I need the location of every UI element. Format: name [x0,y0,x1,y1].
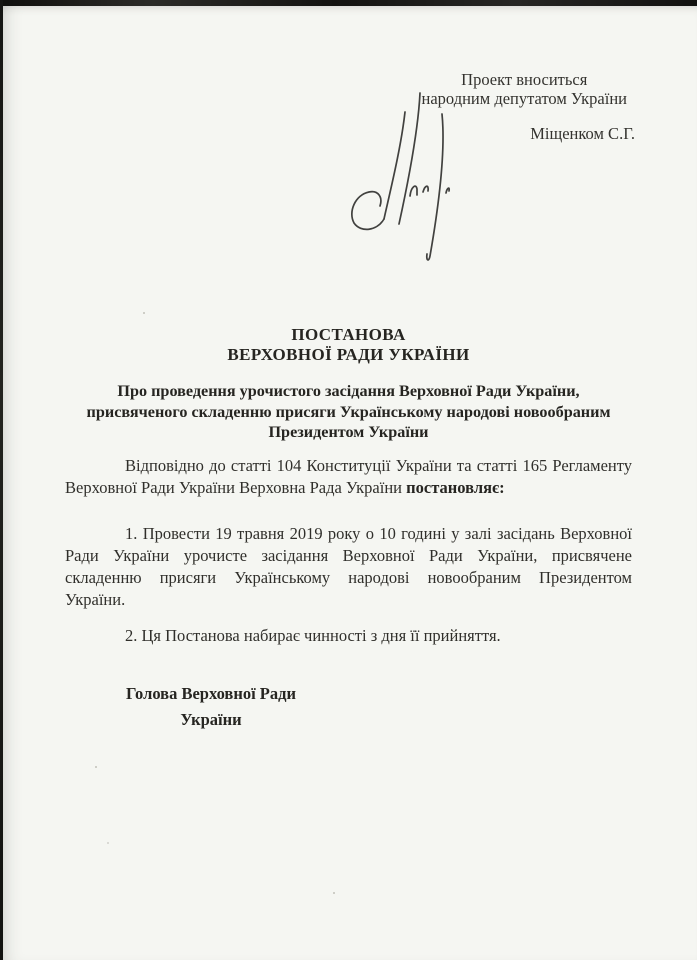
document-subtitle-line-1: Про проведення урочистого засідання Верховної Ради України, [117,382,580,400]
scan-speckle [95,766,97,768]
proposal-note-line-2: народним депутатом України [421,88,627,108]
preamble-line-1: Відповідно до статті 104 Конституції України та статті 165 Регламенту [125,456,632,475]
document-title [65,325,632,365]
document-title-line-2: ВЕРХОВНОЇ РАДИ УКРАЇНИ [227,345,470,364]
signing-block [126,681,296,733]
scan-speckle [143,312,145,314]
deputy-name: Міщенком С.Г. [530,124,635,143]
resolution-item-1-line-1: 1. Провести 19 травня 2019 року о 10 годині у залі засідань Верховної [125,524,632,543]
scan-speckle [107,842,109,844]
resolution-item-2 [65,625,632,647]
proposal-note-line-1: Проект вноситься [461,70,588,89]
preamble-line-2 [65,477,632,499]
preamble-paragraph [65,455,632,499]
resolution-item-1-line-3: складенню присяги Українському народові новообраним Президентом [65,568,632,587]
document-title-line-1: ПОСТАНОВА [291,325,406,344]
preamble-line-2-regular: Верховної Ради України Верховна Рада України [65,478,407,497]
signing-title-line-2: України [180,710,242,729]
handwritten-signature-icon [325,88,475,266]
resolution-item-1-line-4: України. [65,590,126,609]
document-subtitle-line-2: присвяченого складенню присяги Українському народові новообраним [86,402,611,421]
document-subtitle-line-3: Президентом України [268,423,429,441]
resolution-item-1 [65,523,632,611]
scan-speckle [333,892,335,894]
resolution-item-1-line-2: Ради України урочисте засідання Верховної Ради України, присвячене [65,546,632,565]
document-paper [3,6,697,960]
document-subtitle [65,381,632,443]
preamble-resolves-keyword: постановляє: [406,478,505,497]
resolution-item-2-text: 2. Ця Постанова набирає чинності з дня її прийняття. [125,626,501,645]
signing-title-line-1: Голова Верховної Ради [126,684,296,703]
